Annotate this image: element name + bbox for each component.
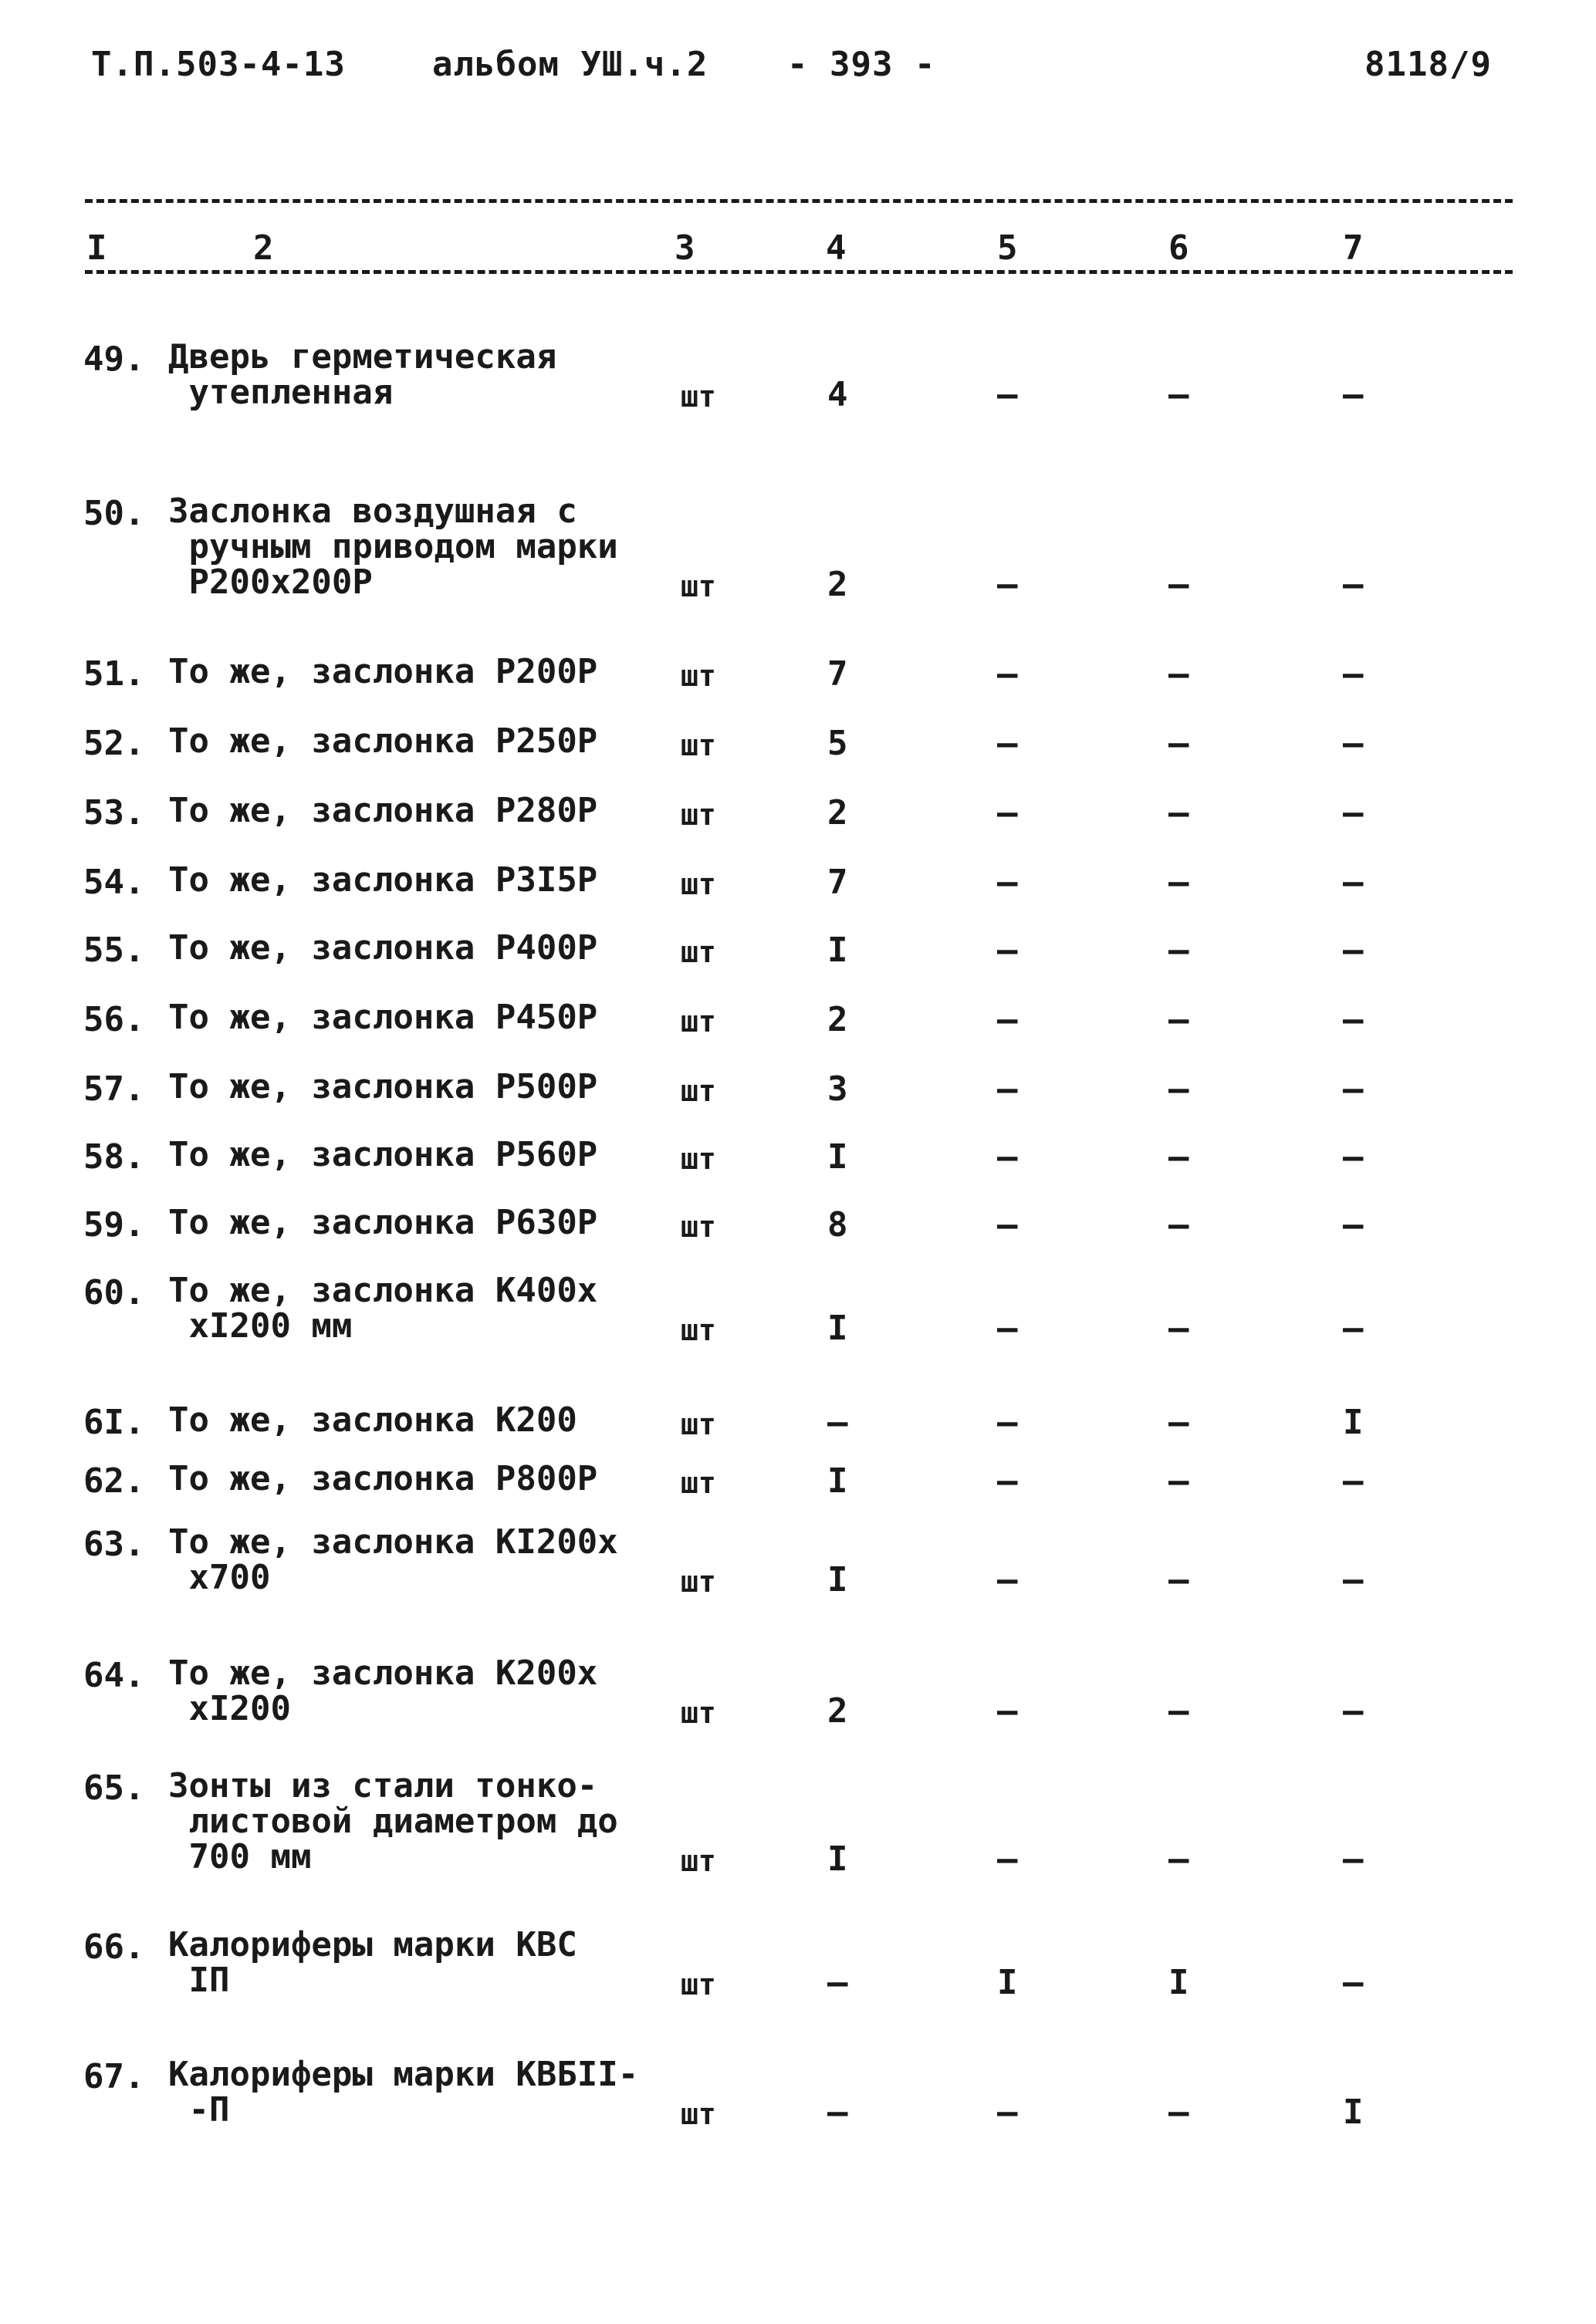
item-name: То же, заслонка К400х хI200 мм	[168, 1271, 598, 1346]
item-name: Зонты из стали тонко- листовой диаметром до 700 мм	[168, 1766, 618, 1876]
unit-cell: шт	[681, 659, 716, 693]
quantity-col6: –	[1168, 1691, 1189, 1731]
row-number: 66.	[83, 1927, 145, 1967]
quantity-col4: 3	[827, 1069, 848, 1109]
quantity-col5: –	[997, 1309, 1018, 1348]
unit-cell: шт	[681, 380, 716, 414]
item-name: Калориферы марки КВБII- -П	[168, 2055, 639, 2130]
quantity-col5: –	[997, 1137, 1018, 1177]
quantity-col6: –	[1168, 1403, 1189, 1442]
quantity-col4: 2	[827, 1691, 848, 1731]
quantity-col5: –	[997, 793, 1018, 833]
quantity-col5: –	[997, 1560, 1018, 1599]
row-number: 59.	[83, 1205, 145, 1245]
column-number-6: 6	[1168, 228, 1189, 268]
quantity-col7: –	[1343, 1137, 1364, 1177]
quantity-col5: –	[997, 1000, 1018, 1039]
item-name: Дверь герметическая утепленная	[168, 337, 557, 412]
column-number-1: I	[86, 228, 107, 268]
quantity-col7: –	[1343, 1069, 1364, 1109]
sheet-number: 8118/9	[1364, 45, 1492, 84]
item-name: То же, заслонка Р450Р	[168, 998, 598, 1037]
quantity-col5: –	[997, 1461, 1018, 1501]
quantity-col4: I	[827, 931, 848, 970]
quantity-col4: 4	[827, 375, 848, 414]
quantity-col4: –	[827, 2093, 848, 2132]
quantity-col7: I	[1343, 2093, 1364, 2132]
quantity-col7: –	[1343, 654, 1364, 694]
quantity-col7: –	[1343, 931, 1364, 970]
row-number: 67.	[83, 2057, 145, 2096]
quantity-col7: –	[1343, 1309, 1364, 1348]
quantity-col4: 5	[827, 724, 848, 763]
unit-cell: шт	[681, 1407, 716, 1441]
quantity-col5: –	[997, 565, 1018, 604]
quantity-col5: –	[997, 1069, 1018, 1109]
quantity-col7: –	[1343, 1691, 1364, 1731]
quantity-col7: –	[1343, 1461, 1364, 1501]
quantity-col5: –	[997, 863, 1018, 902]
item-name: То же, заслонка К200х хI200	[168, 1653, 598, 1728]
quantity-col4: I	[827, 1461, 848, 1501]
column-number-2: 2	[253, 228, 274, 268]
quantity-col6: –	[1168, 654, 1189, 694]
row-number: 6I.	[83, 1403, 145, 1442]
quantity-col6: –	[1168, 863, 1189, 902]
table-header-rule	[85, 270, 1513, 274]
unit-cell: шт	[681, 1074, 716, 1108]
item-name: То же, заслонка Р280Р	[168, 791, 598, 830]
column-number-7: 7	[1343, 228, 1364, 268]
quantity-col6: –	[1168, 1069, 1189, 1109]
item-name: Калориферы марки КВС IП	[168, 1925, 577, 2000]
row-number: 62.	[83, 1461, 145, 1501]
item-name: То же, заслонка Р560Р	[168, 1135, 598, 1174]
row-number: 57.	[83, 1069, 145, 1109]
table-top-rule	[85, 199, 1513, 203]
quantity-col7: –	[1343, 724, 1364, 763]
column-number-5: 5	[997, 228, 1018, 268]
quantity-col4: 2	[827, 793, 848, 833]
unit-cell: шт	[681, 2097, 716, 2131]
item-name: То же, заслонка Р3I5Р	[168, 860, 598, 900]
unit-cell: шт	[681, 935, 716, 969]
document-code: Т.П.503-4-13	[91, 45, 346, 84]
row-number: 52.	[83, 724, 145, 763]
quantity-col4: –	[827, 1403, 848, 1442]
quantity-col4: I	[827, 1839, 848, 1879]
item-name: Заслонка воздушная с ручным приводом марки Р200х200Р	[168, 491, 618, 602]
row-number: 51.	[83, 654, 145, 694]
row-number: 64.	[83, 1656, 145, 1695]
unit-cell: шт	[681, 1466, 716, 1500]
quantity-col7: –	[1343, 793, 1364, 833]
album-label: альбом УШ.ч.2	[432, 45, 708, 84]
unit-cell: шт	[681, 867, 716, 901]
item-name: То же, заслонка Р630Р	[168, 1203, 598, 1242]
quantity-col4: –	[827, 1963, 848, 2002]
quantity-col4: I	[827, 1560, 848, 1599]
unit-cell: шт	[681, 1142, 716, 1176]
row-number: 63.	[83, 1525, 145, 1564]
quantity-col5: –	[997, 1403, 1018, 1442]
quantity-col7: –	[1343, 1000, 1364, 1039]
unit-cell: шт	[681, 569, 716, 603]
item-name: То же, заслонка Р400Р	[168, 928, 598, 968]
quantity-col6: –	[1168, 1560, 1189, 1599]
row-number: 60.	[83, 1273, 145, 1312]
quantity-col7: –	[1343, 1963, 1364, 2002]
quantity-col4: I	[827, 1137, 848, 1177]
quantity-col7: –	[1343, 375, 1364, 414]
item-name: То же, заслонка КI200х х700	[168, 1522, 618, 1597]
item-name: То же, заслонка К200	[168, 1400, 577, 1440]
quantity-col6: –	[1168, 1461, 1189, 1501]
quantity-col7: –	[1343, 1205, 1364, 1245]
quantity-col7: I	[1343, 1403, 1364, 1442]
row-number: 49.	[83, 339, 145, 379]
quantity-col5: –	[997, 931, 1018, 970]
quantity-col4: I	[827, 1309, 848, 1348]
quantity-col7: –	[1343, 1560, 1364, 1599]
quantity-col6: –	[1168, 1000, 1189, 1039]
quantity-col5: –	[997, 1839, 1018, 1879]
quantity-col4: 8	[827, 1205, 848, 1245]
item-name: То же, заслонка Р250Р	[168, 721, 598, 761]
quantity-col6: –	[1168, 2093, 1189, 2132]
quantity-col6: –	[1168, 1137, 1189, 1177]
quantity-col6: –	[1168, 1309, 1189, 1348]
row-number: 54.	[83, 863, 145, 902]
column-number-3: 3	[675, 228, 695, 268]
quantity-col6: –	[1168, 931, 1189, 970]
quantity-col6: –	[1168, 1205, 1189, 1245]
quantity-col5: –	[997, 724, 1018, 763]
quantity-col5: –	[997, 375, 1018, 414]
row-number: 55.	[83, 931, 145, 970]
row-number: 65.	[83, 1768, 145, 1808]
quantity-col6: –	[1168, 1839, 1189, 1879]
unit-cell: шт	[681, 1210, 716, 1244]
quantity-col7: –	[1343, 565, 1364, 604]
unit-cell: шт	[681, 1005, 716, 1039]
unit-cell: шт	[681, 1565, 716, 1599]
item-name: То же, заслонка Р200Р	[168, 652, 598, 691]
row-number: 50.	[83, 494, 145, 533]
quantity-col5: –	[997, 1691, 1018, 1731]
unit-cell: шт	[681, 1313, 716, 1347]
unit-cell: шт	[681, 1696, 716, 1730]
page-number: - 393 -	[787, 45, 936, 84]
quantity-col5: –	[997, 1205, 1018, 1245]
quantity-col4: 2	[827, 565, 848, 604]
unit-cell: шт	[681, 1968, 716, 2001]
quantity-col6: –	[1168, 793, 1189, 833]
quantity-col6: –	[1168, 565, 1189, 604]
row-number: 53.	[83, 793, 145, 833]
item-name: То же, заслонка Р500Р	[168, 1067, 598, 1106]
quantity-col4: 2	[827, 1000, 848, 1039]
quantity-col6: –	[1168, 724, 1189, 763]
quantity-col4: 7	[827, 654, 848, 694]
item-name: То же, заслонка Р800Р	[168, 1459, 598, 1498]
quantity-col6: –	[1168, 375, 1189, 414]
quantity-col5: I	[997, 1963, 1018, 2002]
quantity-col5: –	[997, 654, 1018, 694]
unit-cell: шт	[681, 728, 716, 762]
quantity-col4: 7	[827, 863, 848, 902]
quantity-col7: –	[1343, 1839, 1364, 1879]
quantity-col6: I	[1168, 1963, 1189, 2002]
unit-cell: шт	[681, 1844, 716, 1878]
row-number: 56.	[83, 1000, 145, 1039]
quantity-col7: –	[1343, 863, 1364, 902]
quantity-col5: –	[997, 2093, 1018, 2132]
column-number-4: 4	[826, 228, 847, 268]
unit-cell: шт	[681, 798, 716, 832]
row-number: 58.	[83, 1137, 145, 1177]
